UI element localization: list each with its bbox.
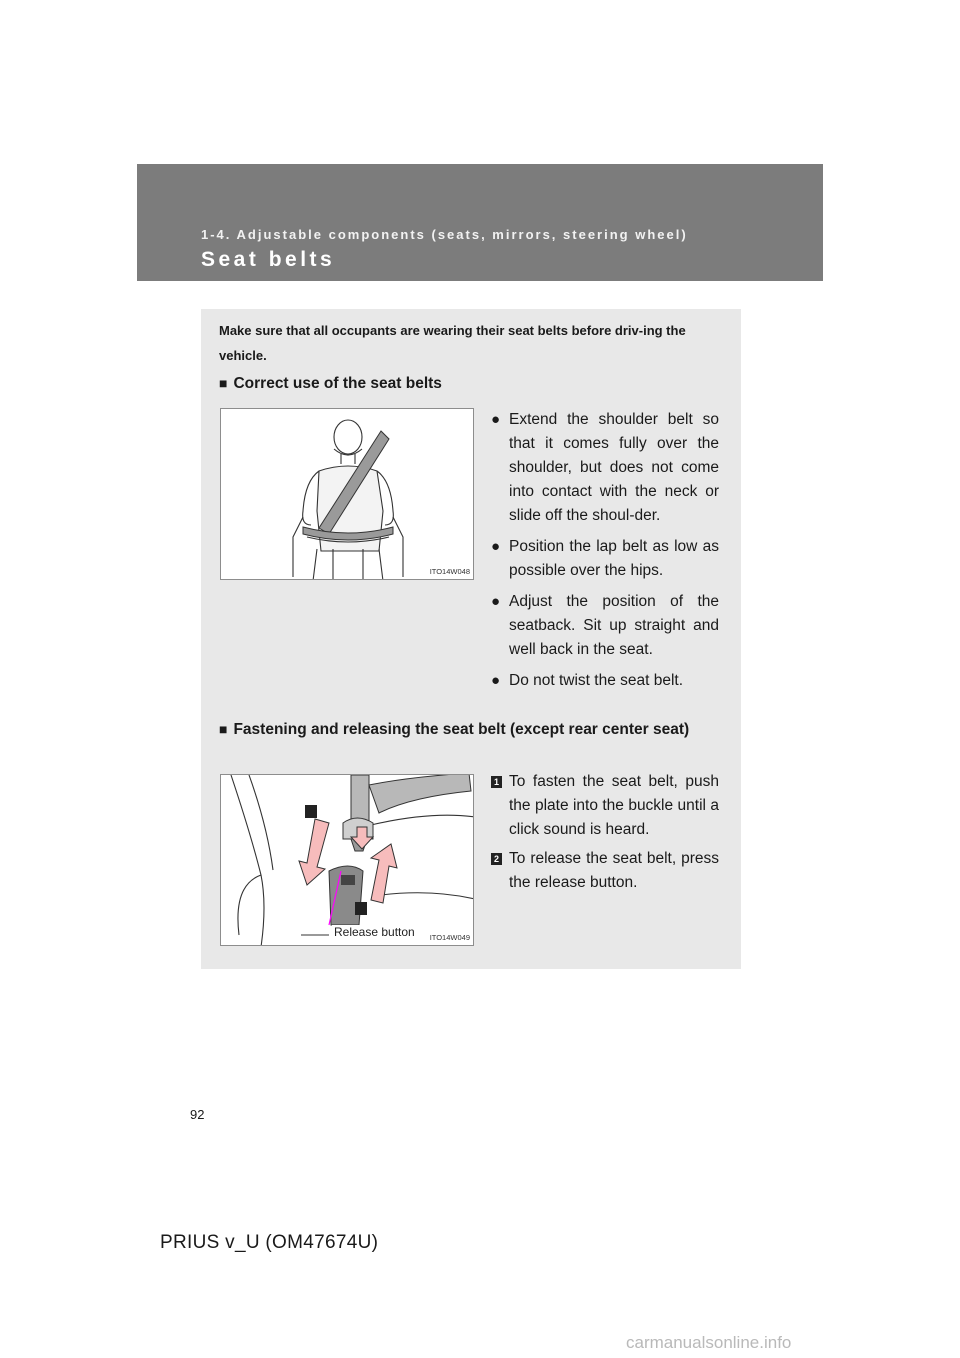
step-text: To fasten the seat belt, push the plate into the buckle until a click sound is heard. (509, 773, 719, 838)
seated-occupant-drawing (221, 409, 474, 580)
step-item (491, 847, 719, 895)
heading-marker: ■ (219, 721, 228, 737)
intro-text: Make sure that all occupants are wearing their seat belts before driv-ing the vehicle. (219, 323, 686, 363)
step-item (491, 770, 719, 842)
buckle-illustration (220, 774, 474, 946)
bullet-item (491, 408, 719, 528)
bullet-dot: ● (491, 538, 501, 555)
page-title: Seat belts (201, 248, 336, 271)
fastening-heading-text: Fastening and releasing the seat belt (except rear center seat) (233, 721, 690, 738)
figure-code: ITO14W049 (429, 933, 470, 942)
bullet-text: Extend the shoulder belt so that it comes fully over the shoulder, but does not come into contact with the neck or slide off the shoul-der. (509, 411, 719, 524)
content-box (201, 309, 741, 969)
bullet-item (491, 669, 719, 693)
bullet-item (491, 590, 719, 662)
bullet-item (491, 535, 719, 583)
step-number-1: 1 (491, 776, 502, 788)
step-number-2: 2 (491, 853, 502, 865)
step-text: To release the seat belt, press the release button. (509, 850, 719, 891)
fastening-heading (219, 717, 719, 742)
seated-occupant-illustration (220, 408, 474, 580)
bullet-text: Position the lap belt as low as possible over the hips. (509, 538, 719, 579)
bullet-text: Adjust the position of the seatback. Sit up straight and well back in the seat. (509, 593, 719, 658)
section-header (137, 164, 823, 281)
bullet-text: Do not twist the seat belt. (509, 672, 684, 689)
footer-model-code: PRIUS v_U (OM47674U) (160, 1232, 379, 1253)
bullet-dot: ● (491, 672, 501, 689)
watermark: carmanualsonline.info (626, 1333, 792, 1352)
correct-use-bullets (491, 408, 719, 700)
release-button-label: Release button (334, 925, 415, 939)
figure-code: ITO14W048 (429, 567, 470, 576)
page-number: 92 (190, 1107, 205, 1122)
bullet-dot: ● (491, 593, 501, 610)
bullet-dot: ● (491, 411, 501, 428)
section-label: 1-4. Adjustable components (seats, mirrors, steering wheel) (201, 227, 688, 242)
correct-use-heading-text: Correct use of the seat belts (233, 375, 442, 392)
fastening-steps (491, 770, 719, 900)
buckle-drawing (221, 775, 474, 946)
heading-marker: ■ (219, 375, 228, 391)
correct-use-heading (219, 371, 442, 396)
